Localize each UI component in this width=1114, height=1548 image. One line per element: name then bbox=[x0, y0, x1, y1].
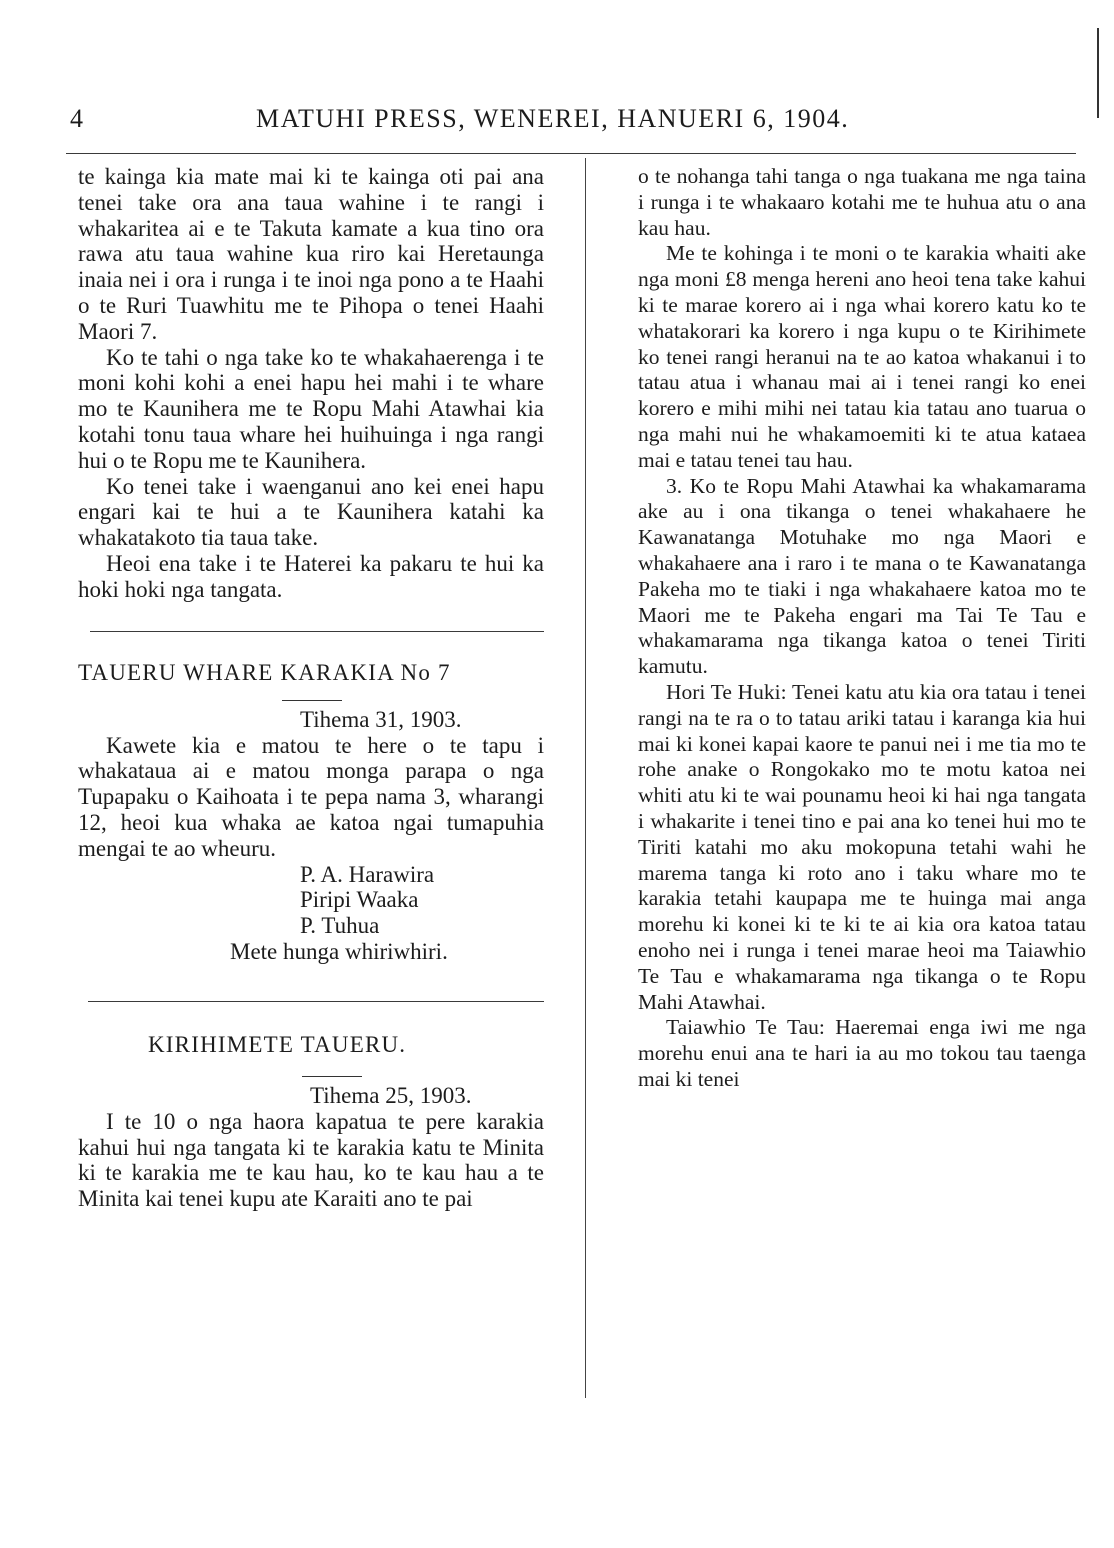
paragraph: Ko te tahi o nga take ko te whakahaerenga i te moni kohi kohi a enei hapu hei mahi i te whare mo te Kaunihera me te Ropu Mahi Atawhai kia kotahi tonu taua whare hei huihuinga i nga rangi hui o te Ropu me te Kaunihera. bbox=[78, 344, 544, 473]
paragraph: Ko tenei take i waenganui ano kei enei hapu engari kai te hui a te Kaunihera katahi ka whakatakoto tia taua take. bbox=[78, 473, 544, 551]
page-header bbox=[66, 100, 1076, 140]
column-divider bbox=[585, 158, 586, 1398]
section-separator bbox=[90, 631, 544, 632]
short-rule bbox=[302, 1076, 362, 1077]
dateline: Tihema 31, 1903. bbox=[300, 706, 462, 732]
paragraph: Taiawhio Te Tau: Haeremai enga iwi me nga morehu enui ana te hari ia au mo tokou tau taenga mai ki tenei bbox=[638, 1015, 1086, 1091]
signatory: P. Tuhua bbox=[300, 913, 380, 939]
paragraph: Heoi ena take i te Haterei ka pakaru te hui ka hoki hoki nga tangata. bbox=[78, 550, 544, 602]
running-head: MATUHI PRESS, WENEREI, HANUERI 6, 1904. bbox=[256, 104, 850, 133]
left-column bbox=[78, 164, 544, 1212]
signatory: Mete hunga whiriwhiri. bbox=[230, 938, 448, 964]
paragraph: Kawete kia e matou te here o te tapu i whakataua ai e matou monga parapa o nga Tupapaku o Kaihoata i te pepa nama 3, wharangi 12, heoi kua whaka ae katoa ngai tumapuhia mengai te ao wheuru. bbox=[78, 732, 544, 861]
section-separator bbox=[88, 1001, 544, 1002]
page-edge-mark bbox=[1097, 28, 1099, 118]
header-rule bbox=[66, 153, 1076, 154]
paragraph: Hori Te Huki: Tenei katu atu kia ora tatau i tenei rangi na te ra o to tatau ariki tatau i karanga kia hui mai ki konei kapai kaore te panui nei i me tia mo te rohe anake o Rongokako mo te motu katoa nei whiti atu ki te wai pounamu heoi ki hai nga tangata i whakarite i tenei tino e pai ana ko tenei hui mo te Tiriti katahi mo aku mokopuna tetahi wahi he marema tanga ki roto ano i taku whare mo te karakia tetahi kaupapa me te huinga mai anga morehu ki konei ki te ki te ai kia ora katoa tatau enoho nei i runga i tenei marae heoi ma Taiawhio Te Tau e whakamarama nga tikanga o te Ropu Mahi Atawhai. bbox=[638, 679, 1086, 1014]
paragraph: o te nohanga tahi tanga o nga tuakana me nga taina i runga i te whakaaro kotahi me te huhua atu o ana kau hau. bbox=[638, 164, 1086, 240]
paragraph: te kainga kia mate mai ki te kainga oti pai ana tenei take ora ana taua wahine i te rangi i whakaritea ai e te Takuta kamate a kua tino ora rawa atu taua wahine kua riro kai Heretaunga inaia nei i ora i runga i te inoi nga pono a te Haahi o te Ruri Tuawhitu me te Pihopa o tenei Haahi Maori 7. bbox=[78, 164, 544, 344]
paragraph: 3. Ko te Ropu Mahi Atawhai ka whakamarama ake au i ona tikanga o tenei whakahaere he Kawanatanga Motuhake mo nga Maori e whakahaere ana i raro i te mana o te Kawanatanga Pakeha mo te tiaki i nga whakahaere katoa mo te Maori me te Pakeha engari ma Tai Te Tau e whakamarama nga tikanga katoa o tenei Tiriti kamutu. bbox=[638, 473, 1086, 679]
right-column bbox=[638, 164, 1086, 1093]
paragraph: Me te kohinga i te moni o te karakia whaiti ake nga moni £8 menga hereni ano heoi tena take kahui ki te marae korero ai i nga whai korero katu ko te whatakorari ka korero i nga kupu o te Kirihimete ko tenei rangi heranui na te ao katoa whakanui i to tatau atua i whanau mai ai i tenei rangi ko enei korero e mihi mihi nei tatau kia tatau ano tuarua o nga mahi nui he whakamoemiti ki te atua kataea mai e tatau tenei tau hau. bbox=[638, 241, 1086, 472]
signatory: Piripi Waaka bbox=[300, 887, 419, 913]
paragraph: I te 10 o nga haora kapatua te pere karakia kahui hui nga tangata ki te karakia katu te Minita ki te karakia me te kau hau, ko te kau hau a te Minita kai tenei kupu ate Karaiti ano te pai bbox=[78, 1108, 544, 1212]
section-title: TAUERU WHARE KARAKIA No 7 bbox=[78, 659, 451, 685]
section-title: KIRIHIMETE TAUERU. bbox=[148, 1031, 407, 1057]
short-rule bbox=[282, 700, 342, 701]
signatory: P. A. Harawira bbox=[300, 861, 435, 887]
dateline: Tihema 25, 1903. bbox=[310, 1082, 472, 1108]
page-number: 4 bbox=[70, 104, 83, 133]
